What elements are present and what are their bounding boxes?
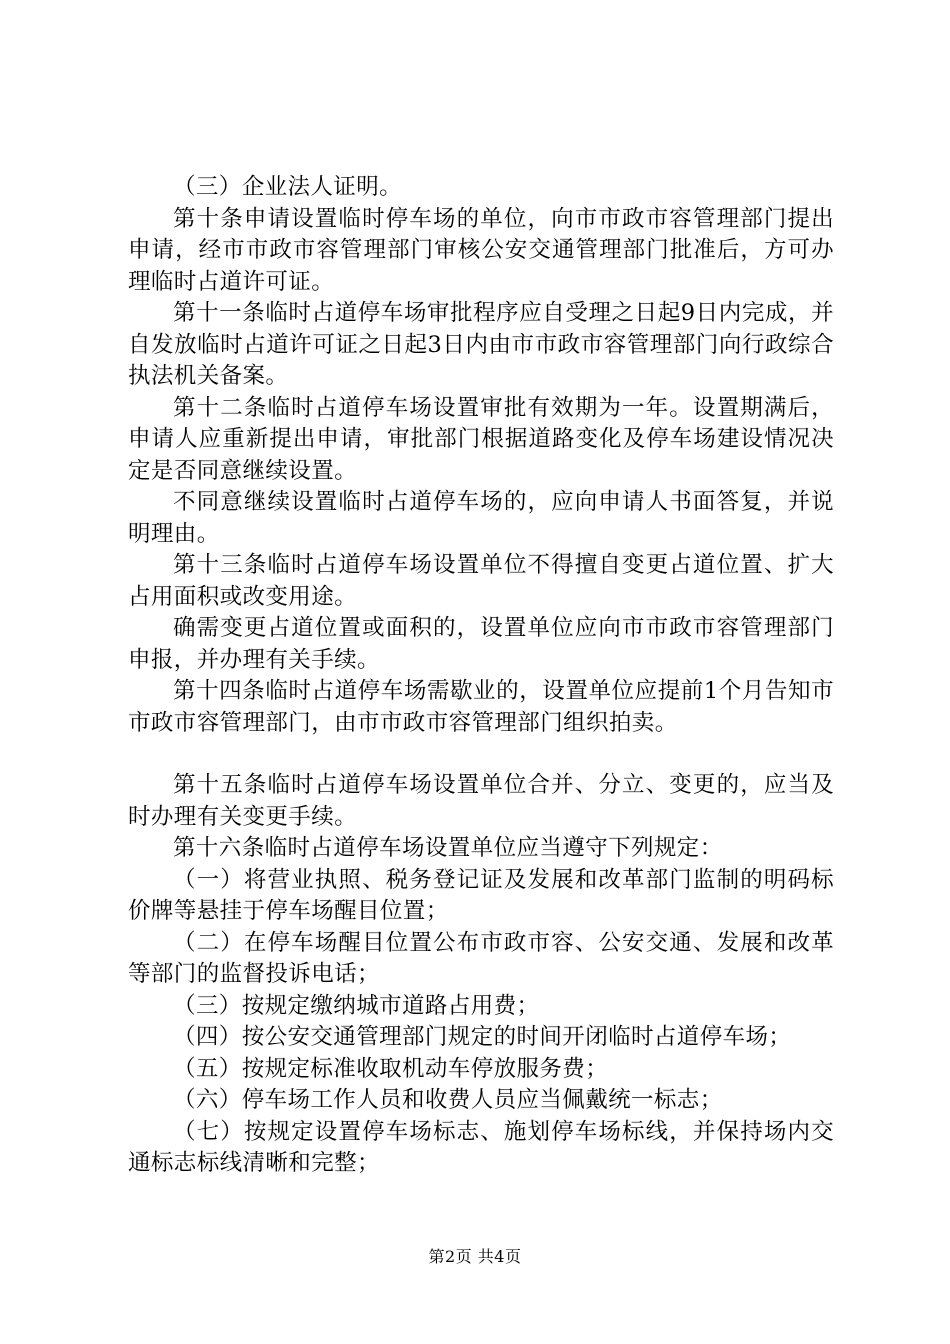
paragraph: （六）停车场工作人员和收费人员应当佩戴统一标志； <box>173 1087 723 1113</box>
paragraph: 不同意继续设置临时占道停车场的，应向申请人书面答复，并说明理由。 <box>128 489 834 547</box>
paragraph: （四）按公安交通管理部门规定的时间开闭临时占道停车场； <box>173 1024 792 1050</box>
paragraph: 第十五条临时占道停车场设置单位合并、分立、变更的，应当及时办理有关变更手续。 <box>128 772 834 830</box>
paragraph: （七）按规定设置停车场标志、施划停车场标线，并保持场内交通标志标线清晰和完整； <box>128 1118 834 1176</box>
paragraph: （三）按规定缴纳城市道路占用费； <box>173 992 540 1019</box>
paragraph: （二）在停车场醒目位置公布市政市容、公安交通、发展和改革等部门的监督投诉电话； <box>128 929 834 987</box>
paragraph: 第十四条临时占道停车场需歇业的，设置单位应提前1个月告知市市政市容管理部门，由市市政市容管理部门组织拍卖。 <box>128 678 834 736</box>
paragraph: 第十条申请设置临时停车场的单位，向市市政市容管理部门提出申请，经市市政市容管理部门审核公安交通管理部门批准后，方可办理临时占道许可证。 <box>128 205 834 295</box>
paragraph: 第十六条临时占道停车场设置单位应当遵守下列规定： <box>173 835 723 861</box>
paragraph: 第十三条临时占道停车场设置单位不得擅自变更占道位置、扩大占用面积或改变用途。 <box>128 552 834 610</box>
paragraph: （一）将营业执照、税务登记证及发展和改革部门监制的明码标价牌等悬挂于停车场醒目位置； <box>128 866 834 924</box>
paragraph: （五）按规定标准收取机动车停放服务费； <box>173 1055 609 1082</box>
page-number-footer: 第2页 共4页 <box>428 1247 522 1266</box>
document-body <box>128 172 834 1180</box>
paragraph: （三）企业法人证明。 <box>173 174 403 200</box>
paragraph: 第十二条临时占道停车场设置审批有效期为一年。设置期满后，申请人应重新提出申请，审批部门根据道路变化及停车场建设情况决定是否同意继续设置。 <box>128 394 834 484</box>
paragraph: 第十一条临时占道停车场审批程序应自受理之日起9日内完成，并自发放临时占道许可证之日起3日内由市市政市容管理部门向行政综合执法机关备案。 <box>128 300 834 389</box>
paragraph: 确需变更占道位置或面积的，设置单位应向市市政市容管理部门申报，并办理有关手续。 <box>128 615 834 673</box>
